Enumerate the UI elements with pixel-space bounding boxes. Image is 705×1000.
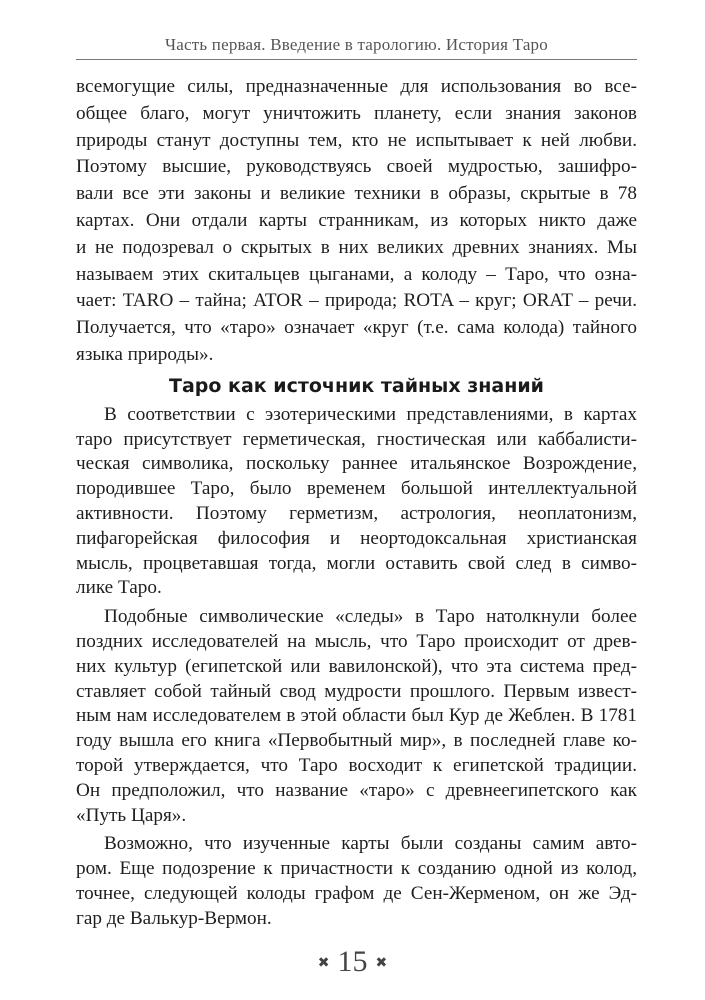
text-line: гар де Валькур-Вермон. xyxy=(76,907,272,929)
text-line: таро присутствует герметическая, гностическая или каббалисти- xyxy=(76,428,637,450)
text-line: природы станут доступны тем, кто не испытывает к ней любви. xyxy=(76,129,637,151)
text-line: них культур (египетской или вавилонской), что эта система пред- xyxy=(76,655,637,677)
text-line: пифагорейская философия и неортодоксальная христианская xyxy=(76,527,637,549)
text-line: Он предположил, что название «таро» с древнеегипетского как xyxy=(76,779,637,801)
header-divider xyxy=(76,59,637,60)
text-line: Возможно, что изученные карты были созданы самим авто- xyxy=(104,833,637,855)
text-line: чает: TARO – тайна; ATOR – природа; ROTA – круг; ORAT – речи. xyxy=(76,290,637,312)
paragraph-1 xyxy=(76,74,637,369)
paragraph-2 xyxy=(76,403,637,601)
text-line: «Путь Царя». xyxy=(76,804,187,826)
page-number: 15 xyxy=(337,945,368,978)
text-line: точнее, следующей колоды графом де Сен-Жерменом, он же Эд- xyxy=(76,882,637,904)
running-header: Часть первая. Введение в тарологию. История Таро xyxy=(165,35,548,54)
text-line: активности. Поэтому герметизм, астрология, неоплатонизм, xyxy=(76,502,637,524)
text-line: Подобные символические «следы» в Таро натолкнули более xyxy=(104,606,637,628)
text-line: ставляет собой тайный свод мудрости прошлого. Первым извест- xyxy=(76,680,637,702)
paragraph-3 xyxy=(76,605,637,828)
text-line: В соответствии с эзотерическими представлениями, в картах xyxy=(104,403,637,425)
text-line: году вышла его книга «Первобытный мир», в последней главе ко- xyxy=(76,730,637,752)
page-number-footer xyxy=(0,944,705,982)
section-heading: Таро как источник тайных знаний xyxy=(169,374,544,397)
text-line: вали все эти законы и великие техники в образы, скрытые в 78 xyxy=(76,183,637,205)
paragraph-4 xyxy=(76,832,637,931)
text-line: всемогущие силы, предназначенные для использования во все- xyxy=(76,76,637,97)
text-line: поздних исследователей на мысль, что Таро происходит от древ- xyxy=(76,630,637,652)
text-line: Поэтому высшие, руководствуясь своей мудростью, зашифро- xyxy=(76,156,637,178)
text-line: ром. Еще подозрение к причастности к созданию одной из колод, xyxy=(76,858,637,880)
text-line: картах. Они отдали карты странникам, из которых никто даже xyxy=(76,209,637,231)
text-line: языка природы». xyxy=(76,343,214,365)
text-line: торой утверждается, что Таро восходит к египетской традиции. xyxy=(76,754,637,776)
page-body xyxy=(76,74,637,932)
text-line: ным нам исследователем в этой области был Кур де Жеблен. В 1781 xyxy=(76,705,637,727)
text-line: и не подозревал о скрытых в них великих древних знаниях. Мы xyxy=(76,236,637,258)
text-line: лике Таро. xyxy=(76,577,162,599)
ornament-left-icon: ✖ xyxy=(317,956,330,972)
text-line: называем этих скитальцев цыганами, а колоду – Таро, что озна- xyxy=(76,263,637,285)
text-line: породившее Таро, было временем большой интеллектуальной xyxy=(76,478,637,500)
text-line: Получается, что «таро» означает «круг (т.е. сама колода) тайного xyxy=(76,317,637,339)
text-line: ческая символика, поскольку раннее итальянское Возрождение, xyxy=(76,453,637,475)
ornament-right-icon: ✖ xyxy=(375,956,388,972)
text-line: мысль, процветавшая тогда, могли оставить свой след в симво- xyxy=(76,552,637,574)
text-line: общее благо, могут уничтожить планету, если знания законов xyxy=(76,102,637,124)
